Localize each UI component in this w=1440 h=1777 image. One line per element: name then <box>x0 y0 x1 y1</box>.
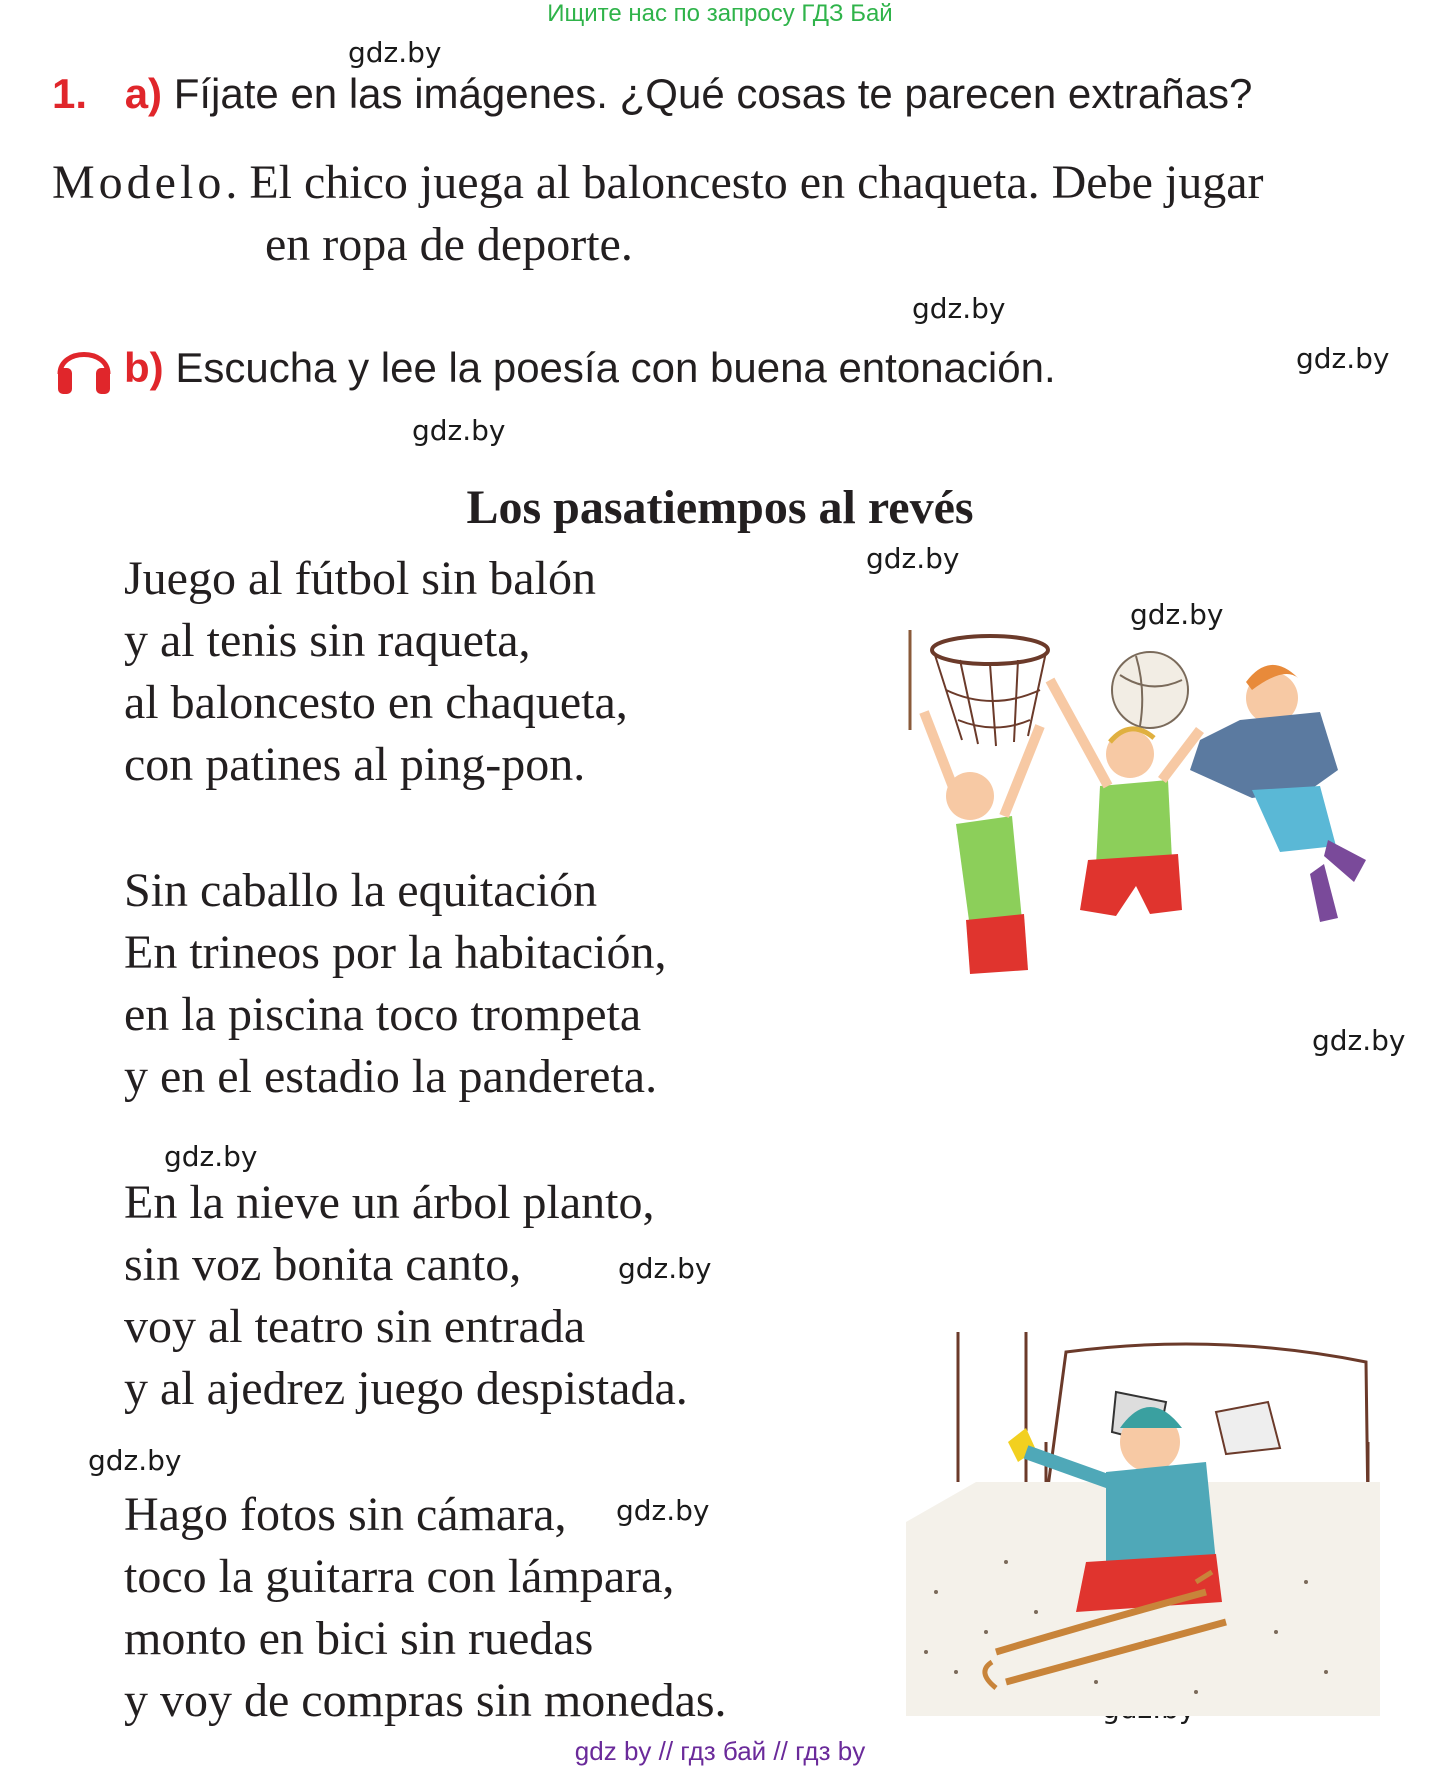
model-label: Modelo <box>52 156 226 209</box>
watermark: gdz.by <box>866 542 960 575</box>
watermark: gdz.by <box>1296 342 1390 375</box>
watermark: gdz.by <box>616 1494 710 1527</box>
model-sentence <box>52 152 1402 276</box>
watermark: gdz.by <box>412 414 506 447</box>
watermark: gdz.by <box>912 292 1006 325</box>
task-letter-b: b) <box>124 344 164 391</box>
watermark: gdz.by <box>164 1140 258 1173</box>
poem-stanza-4 <box>124 1484 727 1732</box>
watermark: gdz.by <box>618 1252 712 1285</box>
watermark: gdz.by <box>1312 1024 1406 1057</box>
poem-line: al baloncesto en chaqueta, <box>124 676 628 729</box>
poem-line: y al tenis sin raqueta, <box>124 614 531 667</box>
poem-line: En trineos por la habitación, <box>124 926 667 979</box>
poem-stanza-1 <box>124 548 628 796</box>
poem-line: con patines al ping-pon. <box>124 738 586 791</box>
poem-line: y en el estadio la pandereta. <box>124 1050 658 1103</box>
watermark: gdz.by <box>348 36 442 69</box>
poem-title: Los pasatiempos al revés <box>466 481 974 534</box>
footer-links: gdz by // гдз бай // гдз by <box>574 1736 866 1766</box>
task-a-text: Fíjate en las imágenes. ¿Qué cosas te parecen extrañas? <box>173 70 1253 117</box>
poem-stanza-3 <box>124 1172 688 1420</box>
poem-stanza-2 <box>124 860 667 1108</box>
poem-line: Juego al fútbol sin balón <box>124 552 596 605</box>
poem-line: y voy de compras sin monedas. <box>124 1674 727 1727</box>
top-note: Ищите нас по запросу ГДЗ Бай <box>547 0 893 27</box>
task-number: 1. <box>52 70 88 117</box>
task-b-text: Escucha y lee la poesía con buena entonación. <box>175 344 1056 391</box>
basketball-illustration <box>900 620 1370 980</box>
poem-line: monto en bici sin ruedas <box>124 1612 594 1665</box>
watermark: gdz.by <box>1130 598 1224 631</box>
watermark: gdz.by <box>88 1444 182 1477</box>
poem-line: en la piscina toco trompeta <box>124 988 642 1041</box>
poem-line: toco la guitarra con lámpara, <box>124 1550 675 1603</box>
poem-line: Hago fotos sin cámara, <box>124 1488 567 1541</box>
poem-line: voy al teatro sin entrada <box>124 1300 586 1353</box>
poem-line: y al ajedrez juego despistada. <box>124 1362 688 1415</box>
task-b <box>124 344 1056 392</box>
task-a <box>52 70 1252 118</box>
poem-line: Sin caballo la equitación <box>124 864 598 917</box>
headphones-icon <box>52 334 116 398</box>
poem-line: sin voz bonita canto, <box>124 1238 522 1291</box>
model-line-1: . El chico juega al baloncesto en chaqueta. Debe jugar <box>225 156 1264 209</box>
task-letter-a: a) <box>124 70 163 117</box>
sled-illustration <box>896 1332 1380 1716</box>
poem-line: En la nieve un árbol planto, <box>124 1176 655 1229</box>
model-line-2: en ropa de deporte. <box>265 218 633 271</box>
